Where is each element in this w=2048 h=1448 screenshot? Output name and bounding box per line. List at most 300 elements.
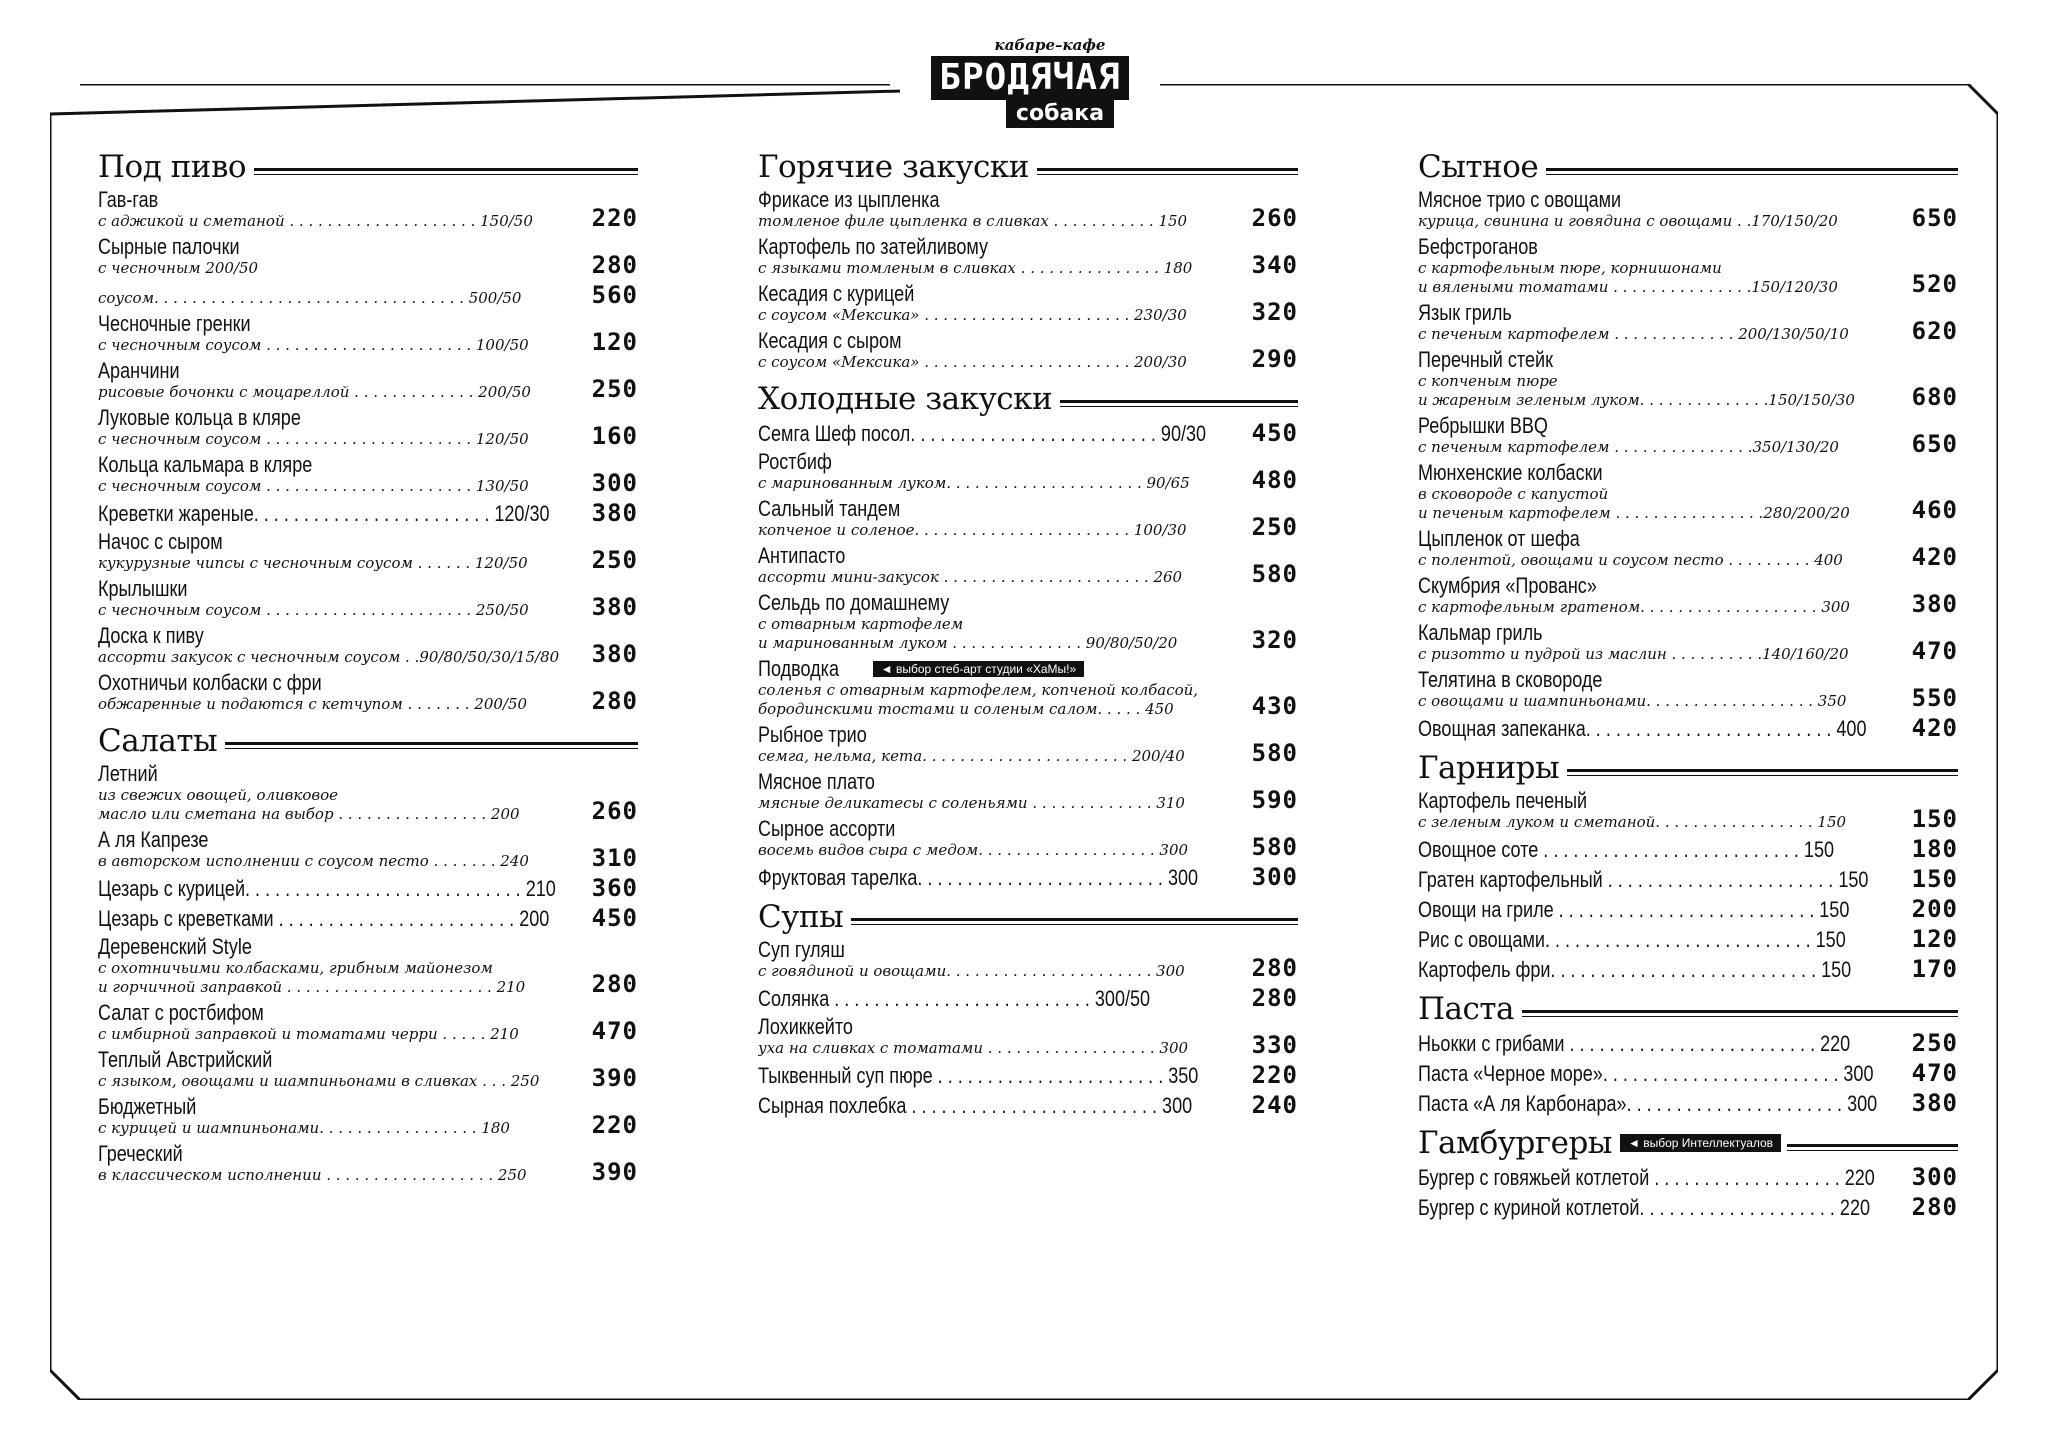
menu-item-price: 280 — [1251, 954, 1298, 982]
menu-item-price: 380 — [591, 499, 638, 527]
menu-item-description: в авторском исполнении с соусом песто . . . . . . . 240 — [98, 852, 529, 870]
menu-item-price: 520 — [1911, 270, 1958, 298]
menu-item-body — [98, 907, 574, 931]
menu-item-price: 120 — [591, 328, 638, 356]
menu-item-body — [758, 1064, 1234, 1088]
menu-item-name-row — [1418, 868, 1894, 892]
menu-item-name: Деревенский Style — [98, 934, 252, 959]
menu-item-description: с чесночным соусом . . . . . . . . . . . . . . . . . . . . . . 130/50 — [98, 477, 529, 495]
menu-item — [1418, 1090, 1958, 1116]
menu-item — [1418, 574, 1958, 617]
menu-item-body — [98, 577, 574, 620]
menu-item-name: Аранчини — [98, 358, 180, 383]
menu-item-body — [758, 329, 1234, 372]
section-header — [1418, 1122, 1958, 1164]
section-title: Паста — [1418, 991, 1515, 1027]
menu-item-name-row — [1418, 574, 1894, 598]
menu-item-name-row — [1418, 789, 1894, 813]
menu-item-price: 330 — [1251, 1031, 1298, 1059]
menu-item-name: Кольца кальмара в кляре — [98, 452, 313, 477]
menu-item-price: 200 — [1911, 895, 1958, 923]
menu-item-price: 420 — [1911, 714, 1958, 742]
menu-column-1 — [98, 140, 638, 1189]
menu-item-price: 120 — [1911, 925, 1958, 953]
menu-item-price: 300 — [1251, 863, 1298, 891]
menu-item-price: 450 — [1251, 419, 1298, 447]
menu-item-name-row — [758, 497, 1234, 521]
menu-item-description: ассорти мини-закусок . . . . . . . . . . . . . . . . . . . . . . 260 — [758, 568, 1183, 586]
menu-item-name: Салат с ростбифом — [98, 1000, 264, 1025]
menu-item — [98, 671, 638, 714]
menu-item — [758, 329, 1298, 372]
menu-item-description: с говядиной и овощами. . . . . . . . . . . . . . . . . . . . . . 300 — [758, 962, 1185, 980]
menu-item-description: с овощами и шампиньонами. . . . . . . . . . . . . . . . . . 350 — [1418, 692, 1847, 710]
menu-item — [1418, 926, 1958, 952]
menu-item — [758, 723, 1298, 766]
menu-item-name: Начос с сыром — [98, 529, 223, 554]
menu-item-name-row — [98, 1001, 574, 1025]
menu-item-body — [98, 877, 574, 901]
menu-item-description: в классическом исполнении . . . . . . . . . . . . . . . . . . 250 — [98, 1166, 527, 1184]
menu-item-price: 340 — [1251, 251, 1298, 279]
menu-item-price: 380 — [591, 640, 638, 668]
menu-item-name-row — [1418, 414, 1894, 438]
menu-item-body — [758, 1094, 1234, 1118]
menu-item — [98, 359, 638, 402]
menu-item-description: с чесночным 200/50 — [98, 259, 259, 277]
menu-item-body — [1418, 668, 1894, 711]
menu-item-price: 180 — [1911, 835, 1958, 863]
menu-item-name: Мясное трио с овощами — [1418, 187, 1622, 212]
menu-item-price: 170 — [1911, 955, 1958, 983]
menu-item-name-row — [98, 877, 574, 901]
menu-item-price: 220 — [591, 204, 638, 232]
menu-item-body — [1418, 1062, 1894, 1086]
menu-item-name-row — [1418, 301, 1894, 325]
menu-item-price: 450 — [591, 904, 638, 932]
menu-item-name-row — [1418, 527, 1894, 551]
logo-top-text: кабаре–кафе — [994, 36, 1106, 54]
section-title: Холодные закуски — [758, 381, 1053, 417]
menu-item-name: Цезарь с креветками . . . . . . . . . . . . . . . . . . . . . . . . 200 — [98, 906, 550, 931]
menu-item-name: Охотничьи колбаски с фри — [98, 670, 322, 695]
menu-item-name: Паста «А ля Карбонара». . . . . . . . . . . . . . . . . . . . . . 300 — [1418, 1091, 1878, 1116]
menu-item-name: Гратен картофельный . . . . . . . . . . . . . . . . . . . . . . . 150 — [1418, 867, 1869, 892]
menu-item-name: Овощное соте . . . . . . . . . . . . . . . . . . . . . . . . . . 150 — [1418, 837, 1835, 862]
section-header — [1418, 747, 1958, 789]
section-header — [1418, 988, 1958, 1030]
menu-item-name: Сырная похлебка . . . . . . . . . . . . . . . . . . . . . . . . . 300 — [758, 1093, 1193, 1118]
menu-item-description: томленое филе цыпленка в сливках . . . . . . . . . . . 150 — [758, 212, 1188, 230]
menu-item-price: 480 — [1251, 466, 1298, 494]
menu-item-body — [758, 235, 1234, 278]
menu-item-description: с картофельным гратеном. . . . . . . . . . . . . . . . . . . 300 — [1418, 598, 1850, 616]
menu-item — [1418, 301, 1958, 344]
menu-item — [758, 450, 1298, 493]
section-rule — [225, 742, 638, 749]
menu-item — [98, 188, 638, 231]
menu-item-name-row — [1418, 348, 1894, 372]
menu-item-price: 470 — [1911, 637, 1958, 665]
menu-item-name-row — [758, 329, 1234, 353]
menu-item — [1418, 668, 1958, 711]
menu-item-price: 280 — [591, 687, 638, 715]
menu-item-body — [1418, 574, 1894, 617]
menu-item — [98, 762, 638, 824]
section-title: Салаты — [98, 723, 218, 759]
menu-item-description: с языком, овощами и шампиньонами в сливках . . . 250 — [98, 1072, 540, 1090]
menu-item-body — [1418, 188, 1894, 231]
menu-item-description: с полентой, овощами и соусом песто . . . . . . . . . 400 — [1418, 551, 1843, 569]
menu-item-description: с чесночным соусом . . . . . . . . . . . . . . . . . . . . . . 120/50 — [98, 430, 529, 448]
menu-item — [1418, 1164, 1958, 1190]
menu-item-name: А ля Капрезе — [98, 827, 209, 852]
menu-item — [758, 1015, 1298, 1058]
menu-item-description: с отварным картофелем — [758, 615, 964, 633]
menu-item-body — [1418, 717, 1894, 741]
menu-item-name: Солянка . . . . . . . . . . . . . . . . . . . . . . . . . . 300/50 — [758, 986, 1151, 1011]
menu-item-description: с зеленым луком и сметаной. . . . . . . . . . . . . . . . . 150 — [1418, 813, 1847, 831]
menu-item — [98, 406, 638, 449]
menu-item-description: ассорти закусок с чесночным соусом . .90/80/50/30/15/80 — [98, 648, 560, 666]
menu-item-price: 620 — [1911, 317, 1958, 345]
menu-item-description: курица, свинина и говядина с овощами . .170/150/20 — [1418, 212, 1838, 230]
menu-item-description: с ризотто и пудрой из маслин . . . . . . . . . .140/160/20 — [1418, 645, 1849, 663]
menu-item — [1418, 956, 1958, 982]
menu-item-body — [98, 762, 574, 824]
menu-item-body — [98, 406, 574, 449]
menu-item — [1418, 1194, 1958, 1220]
menu-item-description: с маринованным луком. . . . . . . . . . . . . . . . . . . . . 90/65 — [758, 474, 1190, 492]
menu-item-name-row — [98, 530, 574, 554]
menu-item-name-row — [98, 188, 574, 212]
section-title: Гарниры — [1418, 750, 1560, 786]
menu-item-price: 290 — [1251, 345, 1298, 373]
menu-item-body — [1418, 838, 1894, 862]
menu-item-badge: ◄ выбор стеб-арт студии «ХаМы!» — [873, 661, 1084, 677]
menu-item-body — [98, 359, 574, 402]
menu-item-price: 250 — [1911, 1029, 1958, 1057]
menu-item-name-row — [1418, 235, 1894, 259]
cafe-logo — [900, 36, 1160, 146]
menu-item-body — [1418, 898, 1894, 922]
section-title: Гамбургеры — [1418, 1125, 1612, 1161]
menu-item-name-row — [1418, 461, 1894, 485]
menu-item-price: 280 — [591, 251, 638, 279]
menu-item-name: Телятина в сковороде — [1418, 667, 1603, 692]
menu-item-price: 380 — [1911, 590, 1958, 618]
section-rule — [1787, 1144, 1958, 1151]
menu-item-price: 220 — [591, 1111, 638, 1139]
menu-item-name-row — [758, 657, 1234, 681]
menu-item-name-row — [98, 624, 574, 648]
menu-item — [758, 938, 1298, 981]
menu-item-price: 260 — [1251, 204, 1298, 232]
menu-item-name-row — [98, 671, 574, 695]
menu-item-price: 260 — [591, 797, 638, 825]
menu-item-price: 250 — [1251, 513, 1298, 541]
menu-item-name-row — [1418, 717, 1894, 741]
menu-item-body — [758, 544, 1234, 587]
menu-item-body — [1418, 348, 1894, 410]
menu-item-price: 150 — [1911, 865, 1958, 893]
menu-item-name: Фрикасе из цыпленка — [758, 187, 940, 212]
section-title: Под пиво — [98, 149, 247, 185]
menu-item — [758, 591, 1298, 653]
menu-item-name: Крылышки — [98, 576, 188, 601]
section-rule — [1522, 1010, 1958, 1017]
menu-item-name: Фруктовая тарелка. . . . . . . . . . . . . . . . . . . . . . . . . 300 — [758, 865, 1199, 890]
menu-item-price: 550 — [1911, 684, 1958, 712]
menu-item-name: Кальмар гриль — [1418, 620, 1543, 645]
menu-item-price: 650 — [1911, 430, 1958, 458]
menu-item-body — [1418, 1196, 1894, 1220]
menu-item-name-row — [1418, 1196, 1894, 1220]
menu-item-name: Мюнхенские колбаски — [1418, 460, 1603, 485]
menu-item-name: Сельдь по домашнему — [758, 590, 950, 615]
menu-item — [758, 770, 1298, 813]
menu-item — [98, 624, 638, 667]
menu-item — [98, 875, 638, 901]
menu-item-name: Язык гриль — [1418, 300, 1512, 325]
menu-item-name: Мясное плато — [758, 769, 875, 794]
menu-item-description: с чесночным соусом . . . . . . . . . . . . . . . . . . . . . . 250/50 — [98, 601, 529, 619]
menu-item-name-row — [98, 359, 574, 383]
menu-item-name: Сырные палочки — [98, 234, 240, 259]
menu-item — [1418, 1060, 1958, 1086]
menu-item-name: Доска к пиву — [98, 623, 204, 648]
menu-item-body — [758, 591, 1234, 653]
menu-item-name: Гав-гав — [98, 187, 159, 212]
section-header — [98, 720, 638, 762]
menu-item — [1418, 715, 1958, 741]
menu-item-body — [98, 671, 574, 714]
menu-item-price: 380 — [1911, 1089, 1958, 1117]
menu-item-description: с картофельным пюре, корнишонами — [1418, 259, 1722, 277]
menu-item-name-row — [1418, 898, 1894, 922]
menu-item — [758, 544, 1298, 587]
menu-item-name: Семга Шеф посол. . . . . . . . . . . . . . . . . . . . . . . . . 90/30 — [758, 421, 1207, 446]
menu-item-description: соусом. . . . . . . . . . . . . . . . . . . . . . . . . . . . . . . . . 500/50 — [98, 289, 522, 307]
menu-item-name-row — [98, 235, 574, 259]
menu-item — [98, 1142, 638, 1185]
menu-item-name: Бефстроганов — [1418, 234, 1538, 259]
section-badge: ◄ выбор Интеллектуалов — [1620, 1134, 1781, 1152]
menu-item — [758, 235, 1298, 278]
menu-item-body — [98, 188, 574, 231]
menu-item-description: и горчичной заправкой . . . . . . . . . . . . . . . . . . . . . . 210 — [98, 978, 526, 996]
section-header — [1418, 146, 1958, 188]
menu-item-name: Картофель печеный — [1418, 788, 1588, 813]
menu-item-name-row — [758, 817, 1234, 841]
menu-item-price: 320 — [1251, 298, 1298, 326]
menu-item-description: с охотничьими колбасками, грибным майонезом — [98, 959, 493, 977]
menu-item-body — [98, 1095, 574, 1138]
menu-item-name-row — [758, 770, 1234, 794]
menu-item-description: мясные деликатесы с соленьями . . . . . . . . . . . . . 310 — [758, 794, 1185, 812]
menu-item-name-row — [758, 544, 1234, 568]
menu-item — [98, 1001, 638, 1044]
menu-item — [98, 312, 638, 355]
menu-item-description: с имбирной заправкой и томатами черри . . . . . 210 — [98, 1025, 519, 1043]
menu-item — [98, 235, 638, 278]
menu-item-name: Сырное ассорти — [758, 816, 896, 841]
menu-item-name-row — [758, 987, 1234, 1011]
menu-item-name: Перечный стейк — [1418, 347, 1553, 372]
menu-item-description: с аджикой и сметаной . . . . . . . . . . . . . . . . . . . . 150/50 — [98, 212, 533, 230]
menu-item-name-row — [98, 453, 574, 477]
menu-item-body — [98, 828, 574, 871]
menu-item-name: Цезарь с курицей. . . . . . . . . . . . . . . . . . . . . . . . . . . . 210 — [98, 876, 556, 901]
menu-item-name: Бургер с куриной котлетой. . . . . . . . . . . . . . . . . . . . 220 — [1418, 1195, 1871, 1220]
menu-item-name: Сальный тандем — [758, 496, 901, 521]
menu-item-description: из свежих овощей, оливковое — [98, 786, 339, 804]
menu-item-name-row — [1418, 958, 1894, 982]
menu-item-body — [1418, 1032, 1894, 1056]
menu-item-body — [1418, 461, 1894, 523]
menu-item-body — [98, 1048, 574, 1091]
menu-item-name-row — [1418, 621, 1894, 645]
section-title: Горячие закуски — [758, 149, 1029, 185]
menu-item-body — [98, 1001, 574, 1044]
menu-item-name-row — [98, 502, 574, 526]
menu-item — [98, 577, 638, 620]
menu-item — [98, 1048, 638, 1091]
menu-item-price: 470 — [591, 1017, 638, 1045]
menu-item-body — [1418, 1092, 1894, 1116]
menu-item-price: 280 — [1251, 984, 1298, 1012]
menu-item-name: Теплый Австрийский — [98, 1047, 273, 1072]
menu-item-name-row — [98, 828, 574, 852]
menu-item-body — [98, 502, 574, 526]
menu-item-body — [758, 1015, 1234, 1058]
menu-item — [758, 657, 1298, 719]
menu-item-description: копченое и соленое. . . . . . . . . . . . . . . . . . . . . . . 100/30 — [758, 521, 1187, 539]
menu-item-body — [1418, 958, 1894, 982]
menu-item-description: с соусом «Мексика» . . . . . . . . . . . . . . . . . . . . . . 200/30 — [758, 353, 1187, 371]
menu-item-name: Овощи на гриле . . . . . . . . . . . . . . . . . . . . . . . . . . 150 — [1418, 897, 1850, 922]
menu-item — [1418, 896, 1958, 922]
menu-item-body — [98, 289, 574, 308]
menu-item-name: Картофель фри. . . . . . . . . . . . . . . . . . . . . . . . . . . 150 — [1418, 957, 1852, 982]
menu-item — [1418, 789, 1958, 832]
menu-item — [98, 453, 638, 496]
menu-item-body — [98, 935, 574, 997]
menu-item-name-row — [98, 312, 574, 336]
menu-item-name: Цыпленок от шефа — [1418, 526, 1580, 551]
menu-item — [758, 282, 1298, 325]
menu-item-name-row — [758, 188, 1234, 212]
menu-item-price: 280 — [591, 970, 638, 998]
menu-item-description: кукурузные чипсы с чесночным соусом . . . . . . 120/50 — [98, 554, 528, 572]
menu-item-name-row — [758, 723, 1234, 747]
menu-item-name-row — [1418, 838, 1894, 862]
menu-item — [1418, 621, 1958, 664]
menu-item — [98, 935, 638, 997]
section-header — [758, 146, 1298, 188]
menu-item-body — [758, 282, 1234, 325]
menu-item-price: 380 — [591, 593, 638, 621]
menu-item-price: 580 — [1251, 739, 1298, 767]
menu-item-name-row — [98, 577, 574, 601]
menu-item-price: 160 — [591, 422, 638, 450]
menu-item-name-row — [1418, 1166, 1894, 1190]
menu-item-description: рисовые бочонки с моцареллой . . . . . . . . . . . . . 200/50 — [98, 383, 531, 401]
menu-item-description: с соусом «Мексика» . . . . . . . . . . . . . . . . . . . . . . 230/30 — [758, 306, 1187, 324]
menu-item-name: Ребрышки BBQ — [1418, 413, 1548, 438]
menu-item-price: 360 — [591, 874, 638, 902]
menu-item-description: восемь видов сыра с медом. . . . . . . . . . . . . . . . . . . 300 — [758, 841, 1189, 859]
menu-item-price: 580 — [1251, 833, 1298, 861]
menu-item-price: 460 — [1911, 496, 1958, 524]
section-header — [758, 378, 1298, 420]
menu-item-name-row — [758, 591, 1234, 615]
menu-item-name-row — [98, 1095, 574, 1119]
menu-item-name: Бургер с говяжьей котлетой . . . . . . . . . . . . . . . . . . . 220 — [1418, 1165, 1875, 1190]
section-rule — [1037, 168, 1298, 175]
section-header — [98, 146, 638, 188]
menu-item-body — [1418, 621, 1894, 664]
menu-item-price: 420 — [1911, 543, 1958, 571]
menu-item-name-row — [758, 1064, 1234, 1088]
menu-item-name-row — [758, 450, 1234, 474]
menu-item-name-row — [98, 1048, 574, 1072]
menu-item-name: Летний — [98, 761, 158, 786]
menu-item-body — [758, 188, 1234, 231]
menu-item-name-row — [98, 406, 574, 430]
menu-item — [1418, 527, 1958, 570]
section-title: Сытное — [1418, 149, 1539, 185]
menu-item — [98, 530, 638, 573]
menu-item-name: Скумбрия «Прованс» — [1418, 573, 1597, 598]
menu-item-price: 580 — [1251, 560, 1298, 588]
menu-item-name: Чесночные гренки — [98, 311, 251, 336]
menu-item — [758, 985, 1298, 1011]
menu-item-description: с копченым пюре — [1418, 372, 1558, 390]
menu-item-price: 250 — [591, 375, 638, 403]
menu-item — [98, 905, 638, 931]
menu-item — [1418, 461, 1958, 523]
menu-item-body — [98, 312, 574, 355]
menu-item-price: 280 — [1911, 1193, 1958, 1221]
menu-item-name: Греческий — [98, 1141, 183, 1166]
menu-item — [758, 420, 1298, 446]
menu-item-name: Бюджетный — [98, 1094, 197, 1119]
menu-item — [98, 828, 638, 871]
menu-column-3 — [1418, 140, 1958, 1224]
logo-main-text: БРОДЯЧАЯ — [931, 56, 1128, 100]
menu-item-description: с чесночным соусом . . . . . . . . . . . . . . . . . . . . . . 100/50 — [98, 336, 529, 354]
menu-item-name-row — [758, 938, 1234, 962]
menu-item-body — [1418, 414, 1894, 457]
menu-column-2 — [758, 140, 1298, 1122]
section-rule — [254, 168, 638, 175]
menu-item-body — [1418, 235, 1894, 297]
menu-item-name-row — [1418, 928, 1894, 952]
menu-item-body — [758, 938, 1234, 981]
menu-item-name: Рис с овощами. . . . . . . . . . . . . . . . . . . . . . . . . . . 150 — [1418, 927, 1846, 952]
menu-item-name: Кесадия с курицей — [758, 281, 915, 306]
menu-item-body — [98, 624, 574, 667]
menu-item-name-row — [1418, 1092, 1894, 1116]
menu-item — [1418, 188, 1958, 231]
menu-item-body — [98, 1142, 574, 1185]
menu-item — [1418, 866, 1958, 892]
menu-item — [1418, 1030, 1958, 1056]
section-header — [758, 896, 1298, 938]
menu-item-name: Ньокки с грибами . . . . . . . . . . . . . . . . . . . . . . . . . 220 — [1418, 1031, 1851, 1056]
menu-item-name: Рыбное трио — [758, 722, 867, 747]
